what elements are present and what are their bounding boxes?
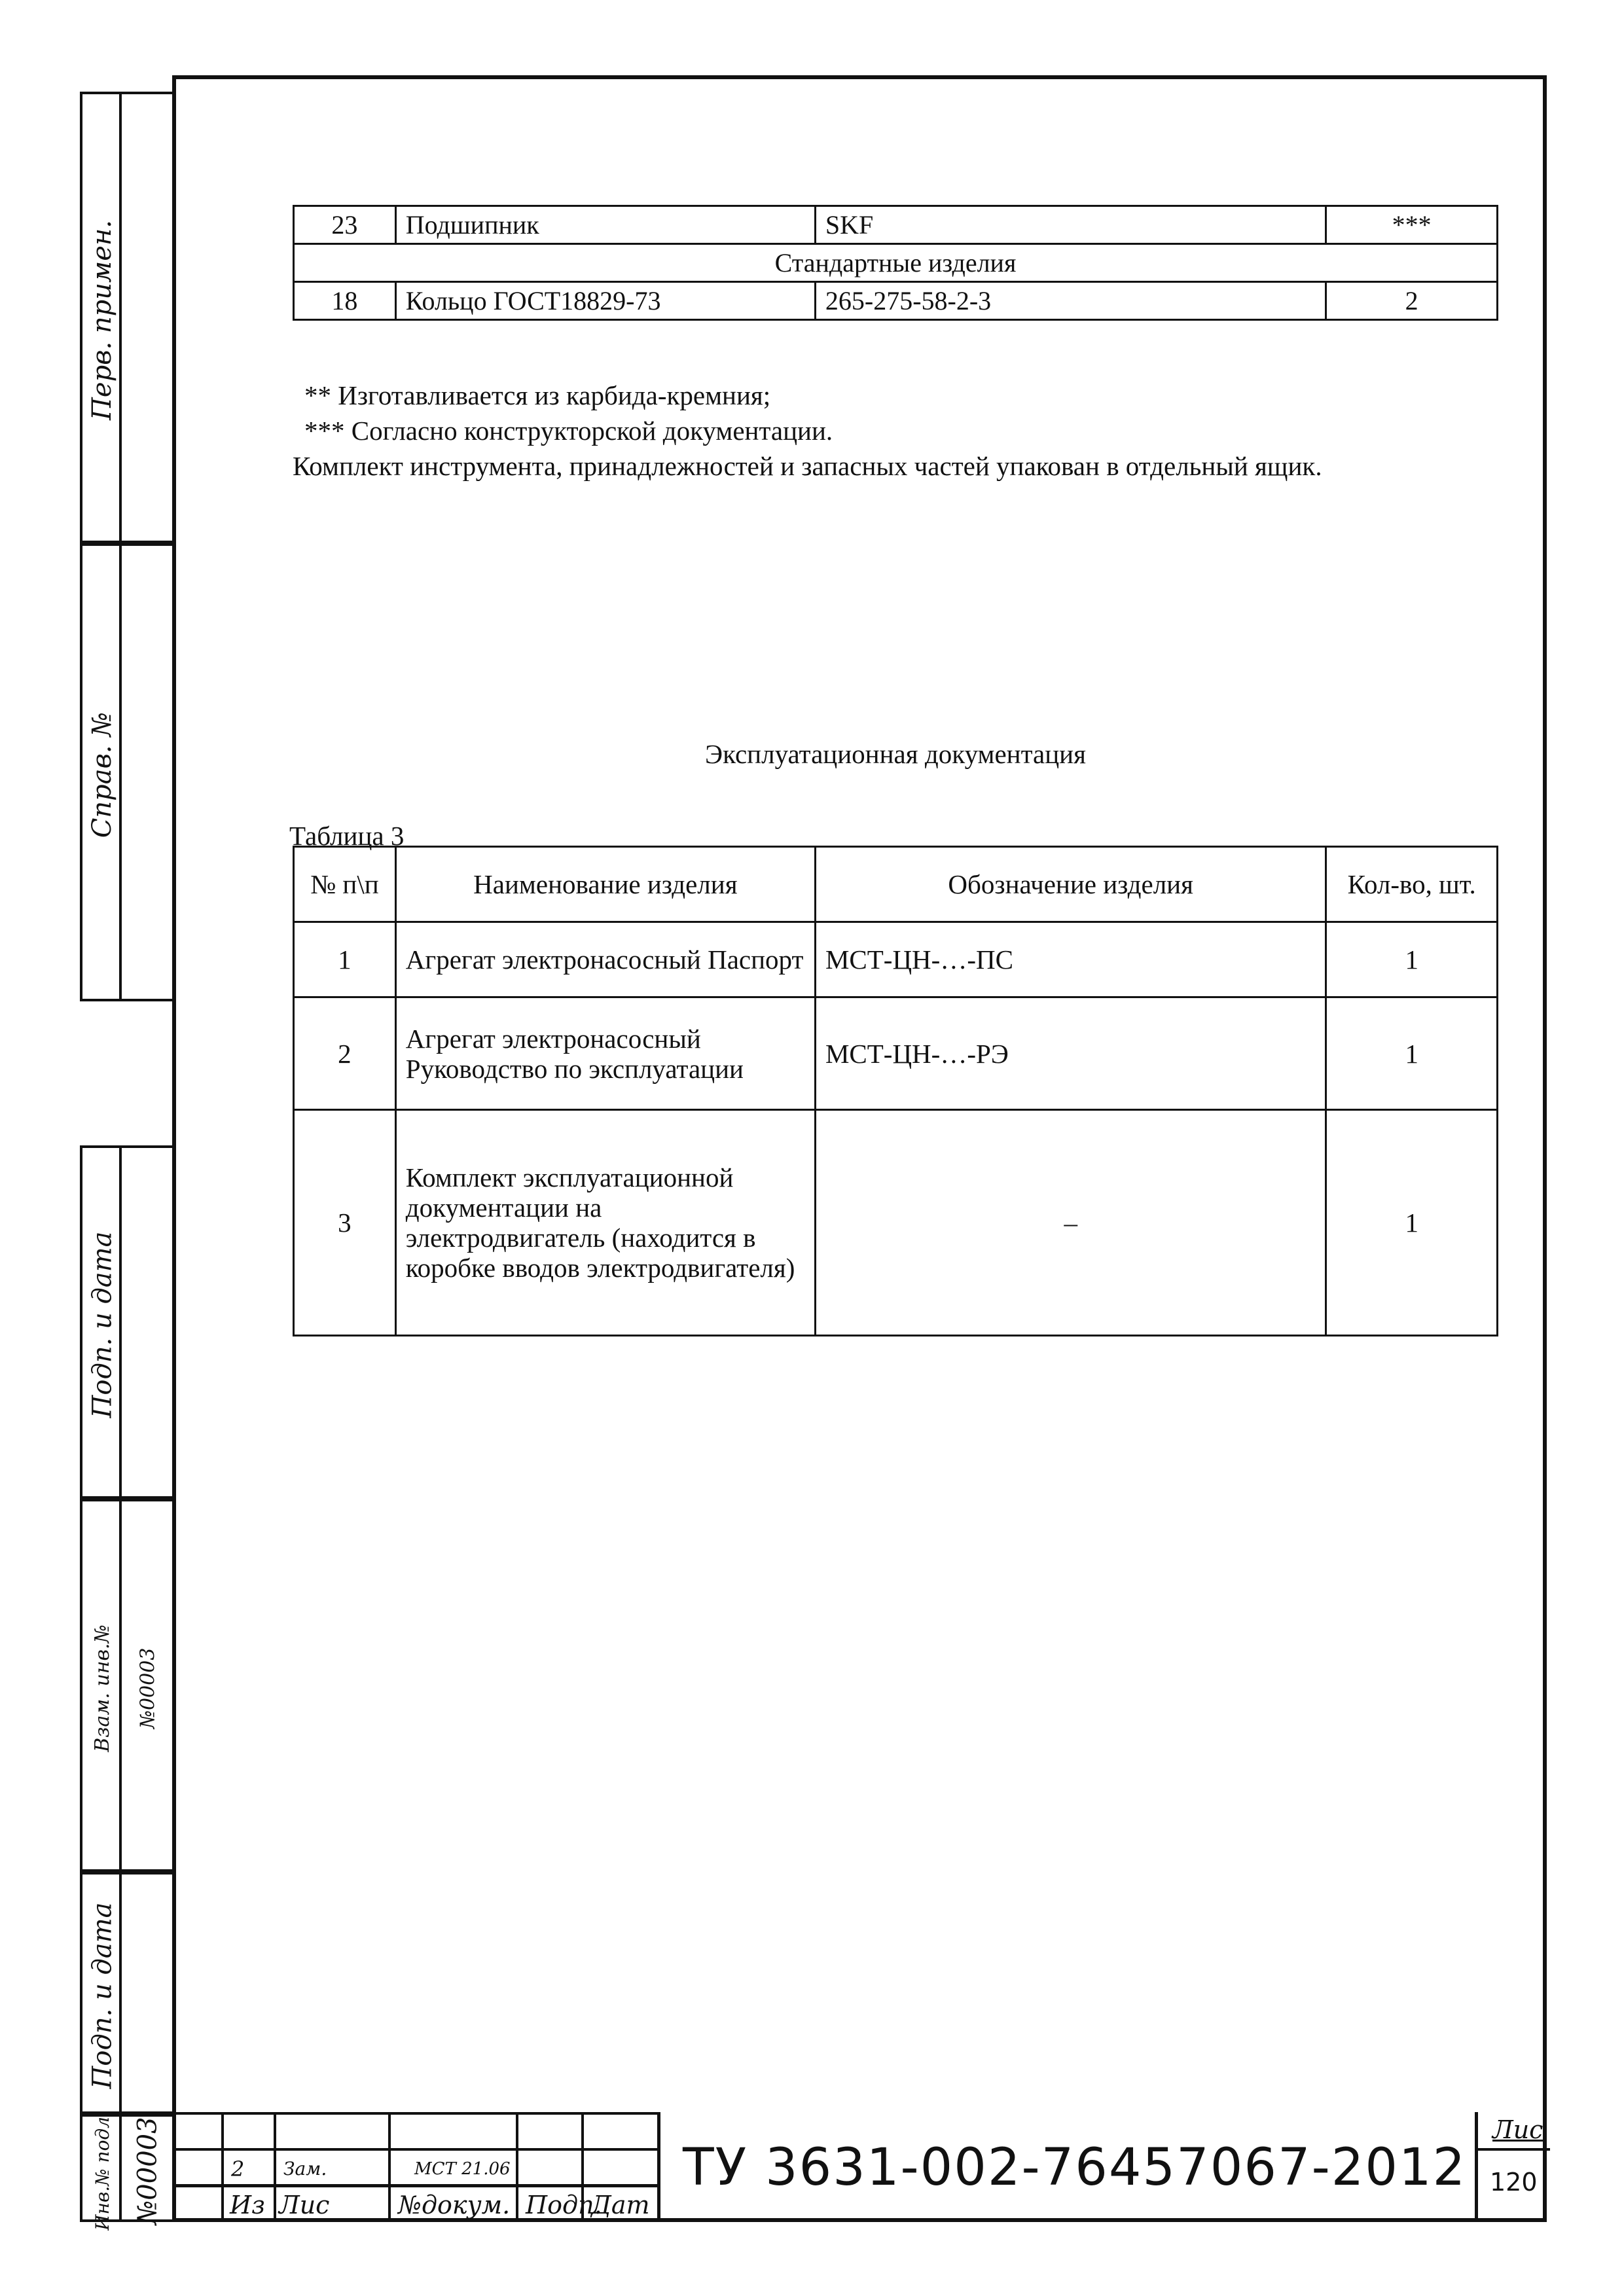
- header-code: Обозначение изделия: [815, 847, 1326, 922]
- documentation-table: [293, 846, 1498, 1336]
- stamp-perv-primen-label: Перв. примен.: [87, 220, 117, 420]
- cell-name: Агрегат электронасосный Паспорт: [395, 922, 815, 997]
- footnotes: [293, 378, 1496, 484]
- stamp-inv-podl-value: №00003: [133, 2116, 164, 2225]
- cell-name: Агрегат электронасосный Руководство по эксплуатации: [395, 997, 815, 1110]
- section-label: Стандартные изделия: [294, 244, 1498, 282]
- stamp-inv-podl: [80, 2111, 172, 2231]
- section-title: Эксплуатационная документация: [705, 739, 1086, 769]
- cell-num: 2: [294, 997, 396, 1110]
- table-section-row: [294, 244, 1498, 282]
- stamp-podp-data-1: [80, 1145, 172, 1499]
- header-name: Наименование изделия: [395, 847, 815, 922]
- stamp-vzam-inv-label: Взам. инв.№: [90, 1624, 114, 1752]
- cell-qty: 1: [1326, 922, 1498, 997]
- stamp-sprav-label: Справ. №: [87, 711, 118, 838]
- stamp-vzam-inv: [80, 1499, 172, 1872]
- cell-num: 23: [294, 206, 396, 244]
- label-doc: №докум.: [398, 2191, 511, 2219]
- table-row: [294, 997, 1498, 1110]
- stamp-vzam-inv-value: №00003: [136, 1647, 160, 1729]
- cell-name: Подшипник: [395, 206, 815, 244]
- stamp-inv-podl-label: Инв.№ подл.: [91, 2111, 113, 2231]
- cell-code: МСТ-ЦН-…-ПС: [815, 922, 1326, 997]
- table-row: [294, 1110, 1498, 1336]
- cell-qty: 1: [1326, 1110, 1498, 1336]
- table-row: [294, 282, 1498, 320]
- cell-qty: 1: [1326, 997, 1498, 1110]
- header-num: № п\п: [294, 847, 396, 922]
- table-header-row: [294, 847, 1498, 922]
- document-code: ТУ 3631-002-76457067-2012: [683, 2138, 1467, 2197]
- label-list: Лис: [279, 2191, 330, 2219]
- table-row: [294, 922, 1498, 997]
- stamp-podp-data-1-label: Подп. и дата: [87, 1231, 117, 1418]
- stamp-sprav: [80, 543, 172, 1001]
- doc-no-value: МСТ 21.06: [414, 2159, 511, 2179]
- cell-name: Кольцо ГОСТ18829-73: [395, 282, 815, 320]
- cell-qty: ***: [1326, 206, 1498, 244]
- note-line: Комплект инструмента, принадлежностей и запасных частей упакован в отдельный ящик.: [293, 451, 1322, 481]
- left-margin-stamps: [80, 92, 172, 2231]
- table-caption: Таблица 3: [289, 821, 405, 851]
- note-line: *** Согласно конструкторской документации.: [304, 416, 833, 446]
- title-block: [172, 2112, 1547, 2222]
- header-qty: Кол-во, шт.: [1326, 847, 1498, 922]
- sheet-label: Лис: [1492, 2115, 1543, 2144]
- revision-grid: [172, 2112, 660, 2222]
- sheet-number: 120: [1490, 2168, 1538, 2197]
- label-data: Дат: [591, 2191, 650, 2219]
- label-podp: Подп.: [526, 2191, 602, 2219]
- cell-qty: 2: [1326, 282, 1498, 320]
- cell-code: –: [815, 1110, 1326, 1336]
- parts-table-continuation: [293, 205, 1498, 321]
- cell-code: 265-275-58-2-3: [815, 282, 1326, 320]
- cell-num: 18: [294, 282, 396, 320]
- cell-code: МСТ-ЦН-…-РЭ: [815, 997, 1326, 1110]
- stamp-podp-data-2: [80, 1872, 172, 2114]
- izm-value: 2: [231, 2157, 245, 2181]
- cell-name: Комплект эксплуатационной документации на электродвигатель (находится в коробке вводов электродвигателя): [395, 1110, 815, 1336]
- stamp-podp-data-2-label: Подп. и дата: [87, 1902, 117, 2089]
- cell-code: SKF: [815, 206, 1326, 244]
- cell-num: 1: [294, 922, 396, 997]
- list-value: Зам.: [283, 2158, 327, 2179]
- sheet-box: [1475, 2112, 1550, 2222]
- stamp-perv-primen: [80, 92, 172, 543]
- cell-num: 3: [294, 1110, 396, 1336]
- note-line: ** Изготавливается из карбида-кремния;: [304, 380, 771, 410]
- table-row: [294, 206, 1498, 244]
- label-izm: Из: [230, 2191, 265, 2219]
